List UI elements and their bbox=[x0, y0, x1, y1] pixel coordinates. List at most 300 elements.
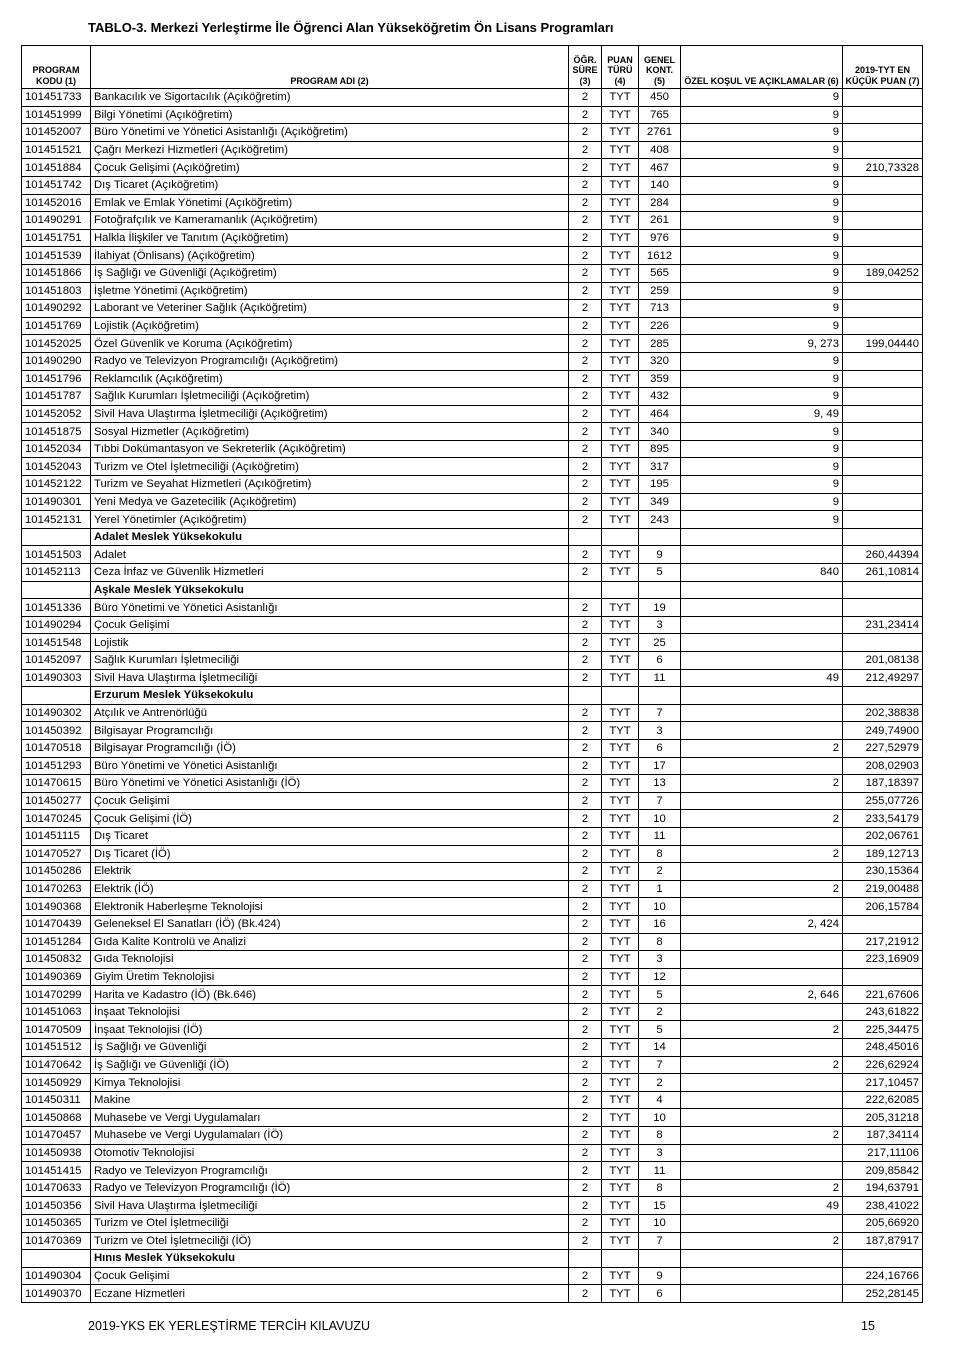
header-notes: ÖZEL KOŞUL VE AÇIKLAMALAR (6) bbox=[681, 46, 843, 89]
program-name: Elektrik (İÖ) bbox=[91, 880, 569, 898]
program-code: 101490301 bbox=[22, 493, 91, 511]
table-row bbox=[22, 863, 923, 881]
program-duration: 2 bbox=[569, 335, 602, 353]
program-code: 101470615 bbox=[22, 775, 91, 793]
page-number: 15 bbox=[861, 1319, 875, 1333]
program-code: 101490368 bbox=[22, 898, 91, 916]
program-name: Bilgisayar Programcılığı bbox=[91, 722, 569, 740]
program-notes: 9 bbox=[681, 106, 843, 124]
table-row bbox=[22, 317, 923, 335]
program-notes bbox=[681, 863, 843, 881]
program-quota: 10 bbox=[639, 898, 681, 916]
program-duration: 2 bbox=[569, 792, 602, 810]
program-duration: 2 bbox=[569, 968, 602, 986]
program-quota: 7 bbox=[639, 792, 681, 810]
program-name: Sağlık Kurumları İşletmeciliği (Açıköğretim) bbox=[91, 388, 569, 406]
program-code: 101452131 bbox=[22, 511, 91, 529]
program-score-type: TYT bbox=[602, 810, 639, 828]
table-row bbox=[22, 476, 923, 494]
program-notes bbox=[681, 1144, 843, 1162]
program-quota: 10 bbox=[639, 1109, 681, 1127]
program-quota: 11 bbox=[639, 669, 681, 687]
program-notes: 9 bbox=[681, 300, 843, 318]
program-name: Dış Ticaret (İÖ) bbox=[91, 845, 569, 863]
section-row bbox=[22, 687, 923, 705]
program-name: Özel Güvenlik ve Koruma (Açıköğretim) bbox=[91, 335, 569, 353]
program-notes: 2 bbox=[681, 1179, 843, 1197]
program-name: Çocuk Gelişimi bbox=[91, 792, 569, 810]
program-min-score bbox=[843, 124, 923, 142]
program-score-type: TYT bbox=[602, 89, 639, 107]
table-row bbox=[22, 546, 923, 564]
table-row bbox=[22, 423, 923, 441]
program-duration: 2 bbox=[569, 1144, 602, 1162]
table-row bbox=[22, 124, 923, 142]
table-row bbox=[22, 986, 923, 1004]
program-quota: 226 bbox=[639, 317, 681, 335]
program-code: 101452007 bbox=[22, 124, 91, 142]
program-duration: 2 bbox=[569, 300, 602, 318]
program-score-type: TYT bbox=[602, 652, 639, 670]
program-score-type: TYT bbox=[602, 968, 639, 986]
program-min-score: 217,21912 bbox=[843, 933, 923, 951]
program-min-score bbox=[843, 370, 923, 388]
program-score-type: TYT bbox=[602, 599, 639, 617]
program-min-score bbox=[843, 282, 923, 300]
program-min-score: 206,15784 bbox=[843, 898, 923, 916]
program-name: İşletme Yönetimi (Açıköğretim) bbox=[91, 282, 569, 300]
section-empty-cell bbox=[843, 687, 923, 705]
program-code: 101490294 bbox=[22, 616, 91, 634]
program-code: 101470642 bbox=[22, 1056, 91, 1074]
program-code: 101490292 bbox=[22, 300, 91, 318]
program-min-score: 231,23414 bbox=[843, 616, 923, 634]
program-notes bbox=[681, 757, 843, 775]
program-code: 101490302 bbox=[22, 704, 91, 722]
section-name: Aşkale Meslek Yüksekokulu bbox=[91, 581, 569, 599]
program-score-type: TYT bbox=[602, 1021, 639, 1039]
program-min-score: 221,67606 bbox=[843, 986, 923, 1004]
program-quota: 765 bbox=[639, 106, 681, 124]
program-quota: 11 bbox=[639, 1162, 681, 1180]
program-score-type: TYT bbox=[602, 669, 639, 687]
program-score-type: TYT bbox=[602, 546, 639, 564]
program-code: 101490304 bbox=[22, 1267, 91, 1285]
program-score-type: TYT bbox=[602, 300, 639, 318]
program-notes: 9 bbox=[681, 476, 843, 494]
program-score-type: TYT bbox=[602, 194, 639, 212]
program-quota: 5 bbox=[639, 564, 681, 582]
program-duration: 2 bbox=[569, 352, 602, 370]
program-min-score: 249,74900 bbox=[843, 722, 923, 740]
program-duration: 2 bbox=[569, 616, 602, 634]
program-notes bbox=[681, 1267, 843, 1285]
program-score-type: TYT bbox=[602, 1144, 639, 1162]
program-min-score: 187,34114 bbox=[843, 1127, 923, 1145]
program-score-type: TYT bbox=[602, 370, 639, 388]
program-name: Eczane Hizmetleri bbox=[91, 1285, 569, 1303]
program-duration: 2 bbox=[569, 1091, 602, 1109]
table-row bbox=[22, 564, 923, 582]
program-notes: 9 bbox=[681, 89, 843, 107]
table-row bbox=[22, 933, 923, 951]
program-code: 101470457 bbox=[22, 1127, 91, 1145]
program-name: Lojistik (Açıköğretim) bbox=[91, 317, 569, 335]
program-min-score: 189,12713 bbox=[843, 845, 923, 863]
program-name: Atçılık ve Antrenörlüğü bbox=[91, 704, 569, 722]
program-min-score: 205,31218 bbox=[843, 1109, 923, 1127]
program-notes bbox=[681, 1091, 843, 1109]
program-duration: 2 bbox=[569, 739, 602, 757]
program-duration: 2 bbox=[569, 915, 602, 933]
program-score-type: TYT bbox=[602, 176, 639, 194]
program-duration: 2 bbox=[569, 511, 602, 529]
program-score-type: TYT bbox=[602, 229, 639, 247]
program-score-type: TYT bbox=[602, 1267, 639, 1285]
table-row bbox=[22, 652, 923, 670]
program-name: Kimya Teknolojisi bbox=[91, 1074, 569, 1092]
program-duration: 2 bbox=[569, 986, 602, 1004]
section-row bbox=[22, 1250, 923, 1268]
program-duration: 2 bbox=[569, 898, 602, 916]
program-notes: 9 bbox=[681, 317, 843, 335]
program-code: 101470245 bbox=[22, 810, 91, 828]
table-row bbox=[22, 827, 923, 845]
program-quota: 1612 bbox=[639, 247, 681, 265]
table-row bbox=[22, 264, 923, 282]
program-min-score bbox=[843, 141, 923, 159]
table-row bbox=[22, 757, 923, 775]
program-quota: 9 bbox=[639, 546, 681, 564]
program-min-score: 202,38838 bbox=[843, 704, 923, 722]
program-min-score bbox=[843, 440, 923, 458]
program-duration: 2 bbox=[569, 1056, 602, 1074]
program-duration: 2 bbox=[569, 1039, 602, 1057]
table-header-row bbox=[22, 46, 923, 89]
program-duration: 2 bbox=[569, 863, 602, 881]
program-name: Fotoğrafçılık ve Kameramanlık (Açıköğretim) bbox=[91, 212, 569, 230]
program-name: Dış Ticaret bbox=[91, 827, 569, 845]
program-notes: 9 bbox=[681, 423, 843, 441]
table-row bbox=[22, 951, 923, 969]
program-quota: 13 bbox=[639, 775, 681, 793]
program-min-score: 219,00488 bbox=[843, 880, 923, 898]
program-code: 101490290 bbox=[22, 352, 91, 370]
program-notes bbox=[681, 951, 843, 969]
program-min-score bbox=[843, 176, 923, 194]
table-row bbox=[22, 405, 923, 423]
program-score-type: TYT bbox=[602, 933, 639, 951]
program-duration: 2 bbox=[569, 1285, 602, 1303]
program-notes: 2 bbox=[681, 880, 843, 898]
program-quota: 3 bbox=[639, 722, 681, 740]
table-row bbox=[22, 1074, 923, 1092]
program-min-score: 238,41022 bbox=[843, 1197, 923, 1215]
section-name: Erzurum Meslek Yüksekokulu bbox=[91, 687, 569, 705]
program-code: 101450311 bbox=[22, 1091, 91, 1109]
program-duration: 2 bbox=[569, 933, 602, 951]
program-name: Turizm ve Otel İşletmeciliği bbox=[91, 1215, 569, 1233]
program-quota: 261 bbox=[639, 212, 681, 230]
program-name: Yerel Yönetimler (Açıköğretim) bbox=[91, 511, 569, 529]
program-quota: 432 bbox=[639, 388, 681, 406]
program-score-type: TYT bbox=[602, 775, 639, 793]
program-notes: 9 bbox=[681, 388, 843, 406]
program-quota: 15 bbox=[639, 1197, 681, 1215]
program-min-score: 217,11106 bbox=[843, 1144, 923, 1162]
program-score-type: TYT bbox=[602, 1127, 639, 1145]
program-code: 101470518 bbox=[22, 739, 91, 757]
program-score-type: TYT bbox=[602, 440, 639, 458]
program-score-type: TYT bbox=[602, 827, 639, 845]
program-code: 101452113 bbox=[22, 564, 91, 582]
program-name: Bilgi Yönetimi (Açıköğretim) bbox=[91, 106, 569, 124]
program-quota: 464 bbox=[639, 405, 681, 423]
program-min-score: 243,61822 bbox=[843, 1003, 923, 1021]
table-row bbox=[22, 212, 923, 230]
program-name: Turizm ve Otel İşletmeciliği (İÖ) bbox=[91, 1232, 569, 1250]
section-empty-cell bbox=[681, 528, 843, 546]
program-score-type: TYT bbox=[602, 863, 639, 881]
program-quota: 359 bbox=[639, 370, 681, 388]
table-row bbox=[22, 159, 923, 177]
program-notes bbox=[681, 1074, 843, 1092]
program-name: Sivil Hava Ulaştırma İşletmeciliği bbox=[91, 669, 569, 687]
program-score-type: TYT bbox=[602, 1109, 639, 1127]
program-code: 101470263 bbox=[22, 880, 91, 898]
program-name: Sağlık Kurumları İşletmeciliği bbox=[91, 652, 569, 670]
program-duration: 2 bbox=[569, 564, 602, 582]
program-code: 101451866 bbox=[22, 264, 91, 282]
program-min-score bbox=[843, 212, 923, 230]
program-code: 101451796 bbox=[22, 370, 91, 388]
program-notes: 2 bbox=[681, 1232, 843, 1250]
program-name: Muhasebe ve Vergi Uygulamaları (İÖ) bbox=[91, 1127, 569, 1145]
program-notes bbox=[681, 634, 843, 652]
program-duration: 2 bbox=[569, 317, 602, 335]
program-duration: 2 bbox=[569, 546, 602, 564]
program-min-score: 199,04440 bbox=[843, 335, 923, 353]
program-quota: 9 bbox=[639, 1267, 681, 1285]
program-quota: 140 bbox=[639, 176, 681, 194]
program-duration: 2 bbox=[569, 476, 602, 494]
program-duration: 2 bbox=[569, 1162, 602, 1180]
program-notes: 49 bbox=[681, 1197, 843, 1215]
program-notes: 9 bbox=[681, 458, 843, 476]
program-duration: 2 bbox=[569, 757, 602, 775]
program-name: Bankacılık ve Sigortacılık (Açıköğretim) bbox=[91, 89, 569, 107]
table-row bbox=[22, 1039, 923, 1057]
table-row bbox=[22, 1267, 923, 1285]
program-code: 101450392 bbox=[22, 722, 91, 740]
program-name: Büro Yönetimi ve Yönetici Asistanlığı bbox=[91, 599, 569, 617]
program-score-type: TYT bbox=[602, 282, 639, 300]
program-min-score: 222,62085 bbox=[843, 1091, 923, 1109]
program-score-type: TYT bbox=[602, 634, 639, 652]
program-quota: 8 bbox=[639, 1127, 681, 1145]
section-empty-cell bbox=[639, 528, 681, 546]
program-notes bbox=[681, 599, 843, 617]
table-row bbox=[22, 229, 923, 247]
program-score-type: TYT bbox=[602, 264, 639, 282]
program-notes: 840 bbox=[681, 564, 843, 582]
program-quota: 6 bbox=[639, 652, 681, 670]
program-duration: 2 bbox=[569, 1003, 602, 1021]
program-code: 101450277 bbox=[22, 792, 91, 810]
program-code: 101451769 bbox=[22, 317, 91, 335]
program-name: Sivil Hava Ulaştırma İşletmeciliği (Açıköğretim) bbox=[91, 405, 569, 423]
section-row bbox=[22, 581, 923, 599]
section-empty-cell bbox=[681, 1250, 843, 1268]
program-duration: 2 bbox=[569, 159, 602, 177]
section-empty-cell bbox=[639, 581, 681, 599]
program-name: Radyo ve Televizyon Programcılığı (İÖ) bbox=[91, 1179, 569, 1197]
program-notes: 2, 424 bbox=[681, 915, 843, 933]
program-name: Büro Yönetimi ve Yönetici Asistanlığı bbox=[91, 757, 569, 775]
program-quota: 16 bbox=[639, 915, 681, 933]
program-notes bbox=[681, 792, 843, 810]
program-duration: 2 bbox=[569, 388, 602, 406]
program-notes: 9 bbox=[681, 141, 843, 159]
program-min-score bbox=[843, 968, 923, 986]
program-code: 101452122 bbox=[22, 476, 91, 494]
section-row bbox=[22, 528, 923, 546]
program-code: 101452097 bbox=[22, 652, 91, 670]
program-name: Otomotiv Teknolojisi bbox=[91, 1144, 569, 1162]
program-quota: 7 bbox=[639, 704, 681, 722]
program-quota: 243 bbox=[639, 511, 681, 529]
program-name: Sosyal Hizmetler (Açıköğretim) bbox=[91, 423, 569, 441]
section-code-cell bbox=[22, 581, 91, 599]
program-quota: 340 bbox=[639, 423, 681, 441]
section-code-cell bbox=[22, 528, 91, 546]
program-notes bbox=[681, 546, 843, 564]
program-quota: 11 bbox=[639, 827, 681, 845]
program-duration: 2 bbox=[569, 124, 602, 142]
header-code: PROGRAM KODU (1) bbox=[22, 46, 91, 89]
program-min-score: 233,54179 bbox=[843, 810, 923, 828]
table-row bbox=[22, 440, 923, 458]
program-notes bbox=[681, 1003, 843, 1021]
program-min-score: 248,45016 bbox=[843, 1039, 923, 1057]
program-notes: 2 bbox=[681, 1021, 843, 1039]
program-code: 101451115 bbox=[22, 827, 91, 845]
table-row bbox=[22, 1109, 923, 1127]
program-notes bbox=[681, 1109, 843, 1127]
program-quota: 565 bbox=[639, 264, 681, 282]
program-notes: 2 bbox=[681, 810, 843, 828]
program-code: 101452025 bbox=[22, 335, 91, 353]
program-notes: 2 bbox=[681, 739, 843, 757]
program-quota: 14 bbox=[639, 1039, 681, 1057]
program-name: Emlak ve Emlak Yönetimi (Açıköğretim) bbox=[91, 194, 569, 212]
program-duration: 2 bbox=[569, 282, 602, 300]
section-name: Adalet Meslek Yüksekokulu bbox=[91, 528, 569, 546]
program-quota: 2 bbox=[639, 863, 681, 881]
table-row bbox=[22, 106, 923, 124]
program-code: 101451293 bbox=[22, 757, 91, 775]
program-min-score: 189,04252 bbox=[843, 264, 923, 282]
program-score-type: TYT bbox=[602, 106, 639, 124]
program-notes: 9 bbox=[681, 212, 843, 230]
program-score-type: TYT bbox=[602, 792, 639, 810]
program-notes bbox=[681, 722, 843, 740]
program-notes bbox=[681, 827, 843, 845]
program-code: 101451742 bbox=[22, 176, 91, 194]
table-row bbox=[22, 370, 923, 388]
header-score-type: PUAN TÜRÜ (4) bbox=[602, 46, 639, 89]
program-notes: 2 bbox=[681, 775, 843, 793]
program-duration: 2 bbox=[569, 669, 602, 687]
program-score-type: TYT bbox=[602, 1215, 639, 1233]
table-row bbox=[22, 1091, 923, 1109]
program-min-score: 187,87917 bbox=[843, 1232, 923, 1250]
program-code: 101451063 bbox=[22, 1003, 91, 1021]
program-min-score bbox=[843, 423, 923, 441]
program-quota: 284 bbox=[639, 194, 681, 212]
program-name: Dış Ticaret (Açıköğretim) bbox=[91, 176, 569, 194]
program-name: Radyo ve Televizyon Programcılığı (Açıköğretim) bbox=[91, 352, 569, 370]
program-duration: 2 bbox=[569, 370, 602, 388]
table-body bbox=[22, 89, 923, 1303]
program-duration: 2 bbox=[569, 634, 602, 652]
program-notes bbox=[681, 933, 843, 951]
program-quota: 976 bbox=[639, 229, 681, 247]
program-min-score: 194,63791 bbox=[843, 1179, 923, 1197]
program-duration: 2 bbox=[569, 176, 602, 194]
program-name: Muhasebe ve Vergi Uygulamaları bbox=[91, 1109, 569, 1127]
program-score-type: TYT bbox=[602, 915, 639, 933]
table-row bbox=[22, 247, 923, 265]
program-code: 101470509 bbox=[22, 1021, 91, 1039]
program-min-score: 260,44394 bbox=[843, 546, 923, 564]
program-notes: 2, 646 bbox=[681, 986, 843, 1004]
program-score-type: TYT bbox=[602, 212, 639, 230]
program-min-score: 212,49297 bbox=[843, 669, 923, 687]
program-quota: 285 bbox=[639, 335, 681, 353]
table-row bbox=[22, 792, 923, 810]
program-notes: 9 bbox=[681, 247, 843, 265]
program-min-score bbox=[843, 599, 923, 617]
table-row bbox=[22, 1127, 923, 1145]
program-quota: 259 bbox=[639, 282, 681, 300]
program-duration: 2 bbox=[569, 458, 602, 476]
program-name: Çocuk Gelişimi (İÖ) bbox=[91, 810, 569, 828]
program-score-type: TYT bbox=[602, 1162, 639, 1180]
program-code: 101490369 bbox=[22, 968, 91, 986]
table-row bbox=[22, 739, 923, 757]
program-notes bbox=[681, 1162, 843, 1180]
program-score-type: TYT bbox=[602, 1197, 639, 1215]
program-quota: 195 bbox=[639, 476, 681, 494]
program-code: 101452052 bbox=[22, 405, 91, 423]
program-quota: 10 bbox=[639, 810, 681, 828]
program-code: 101490303 bbox=[22, 669, 91, 687]
program-min-score bbox=[843, 634, 923, 652]
program-notes bbox=[681, 1285, 843, 1303]
table-row bbox=[22, 599, 923, 617]
program-quota: 2 bbox=[639, 1074, 681, 1092]
program-code: 101490370 bbox=[22, 1285, 91, 1303]
table-row bbox=[22, 1003, 923, 1021]
program-quota: 5 bbox=[639, 986, 681, 1004]
program-notes: 2 bbox=[681, 1056, 843, 1074]
program-min-score bbox=[843, 89, 923, 107]
program-code: 101451415 bbox=[22, 1162, 91, 1180]
program-code: 101451875 bbox=[22, 423, 91, 441]
program-score-type: TYT bbox=[602, 423, 639, 441]
program-quota: 5 bbox=[639, 1021, 681, 1039]
